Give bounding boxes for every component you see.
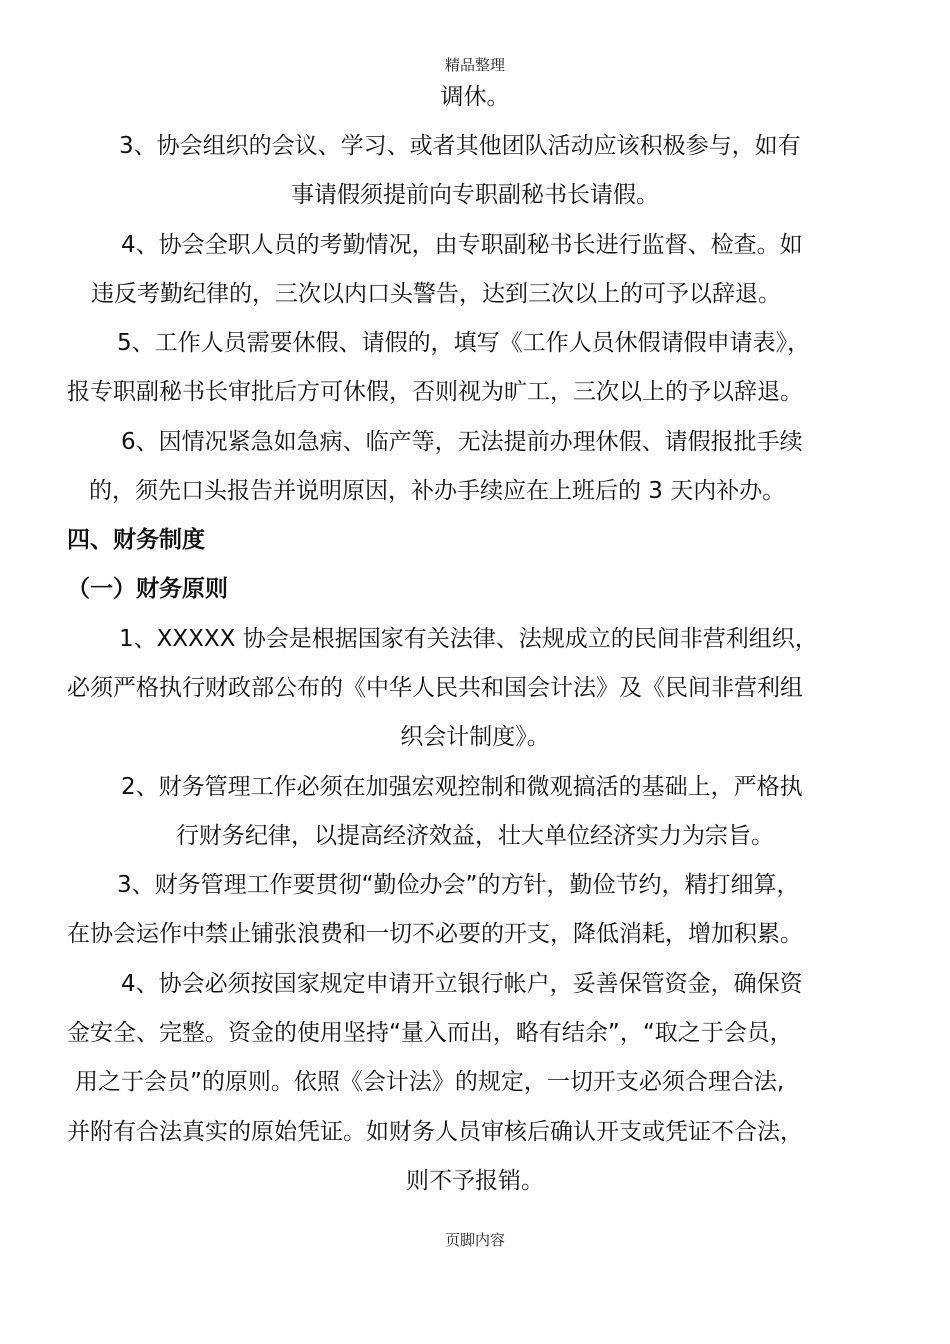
text-line: 4、协会必须按国家规定申请开立银行帐户，妥善保管资金，确保资 bbox=[121, 971, 803, 997]
text-line: 则不予报销。 bbox=[406, 1168, 544, 1194]
text-line: 在协会运作中禁止铺张浪费和一切不必要的开支，降低消耗，增加积累。 bbox=[67, 921, 803, 947]
text-line: 违反考勤纪律的，三次以内口头警告，达到三次以上的可予以辞退。 bbox=[91, 281, 781, 307]
text-line: 必须严格执行财政部公布的《中华人民共和国会计法》及《民间非营利组 bbox=[67, 675, 803, 701]
text-line: 报专职副秘书长审批后方可休假，否则视为旷工，三次以上的予以辞退。 bbox=[67, 379, 803, 405]
text-line: 调休。 bbox=[440, 84, 510, 110]
section-heading: 四、财务制度 bbox=[67, 527, 205, 553]
text-line: 的，须先口头报告并说明原因，补办手续应在上班后的 3 天内补办。 bbox=[89, 478, 786, 504]
text-line: 5、工作人员需要休假、请假的，填写《工作人员休假请假申请表》， bbox=[117, 330, 811, 356]
page-footer: 页脚内容 bbox=[444, 1231, 505, 1249]
text-line: 用之于会员”的原则。依照《会计法》的规定，一切开支必须合理合法, bbox=[75, 1069, 785, 1095]
text-line: 行财务纪律，以提高经济效益，壮大单位经济实力为宗旨。 bbox=[176, 823, 774, 849]
text-line: 4、协会全职人员的考勤情况，由专职副秘书长进行监督、检查。如 bbox=[121, 232, 803, 258]
text-line: 并附有合法真实的原始凭证。如财务人员审核后确认开支或凭证不合法， bbox=[67, 1119, 803, 1145]
page-header: 精品整理 bbox=[444, 56, 505, 74]
text-line: 3、财务管理工作要贯彻“勤俭办会”的方针，勤俭节约，精打细算， bbox=[117, 872, 800, 898]
text-line: 6、因情况紧急如急病、临产等，无法提前办理休假、请假报批手续 bbox=[121, 429, 803, 455]
text-line: 织会计制度》。 bbox=[400, 724, 550, 750]
text-line: 金安全、完整。资金的使用坚持“量入而出，略有结余”，“取之于会员， bbox=[67, 1020, 793, 1046]
text-line: 3、协会组织的会议、学习、或者其他团队活动应该积极参与，如有 bbox=[119, 133, 801, 159]
text-line: 2、财务管理工作必须在加强宏观控制和微观搞活的基础上，严格执 bbox=[121, 774, 803, 800]
text-line: 事请假须提前向专职副秘书长请假。 bbox=[291, 182, 659, 208]
text-line: 1、XXXXX 协会是根据国家有关法律、法规成立的民间非营利组织， bbox=[119, 626, 818, 652]
subsection-heading: （一）财务原则 bbox=[67, 576, 228, 602]
